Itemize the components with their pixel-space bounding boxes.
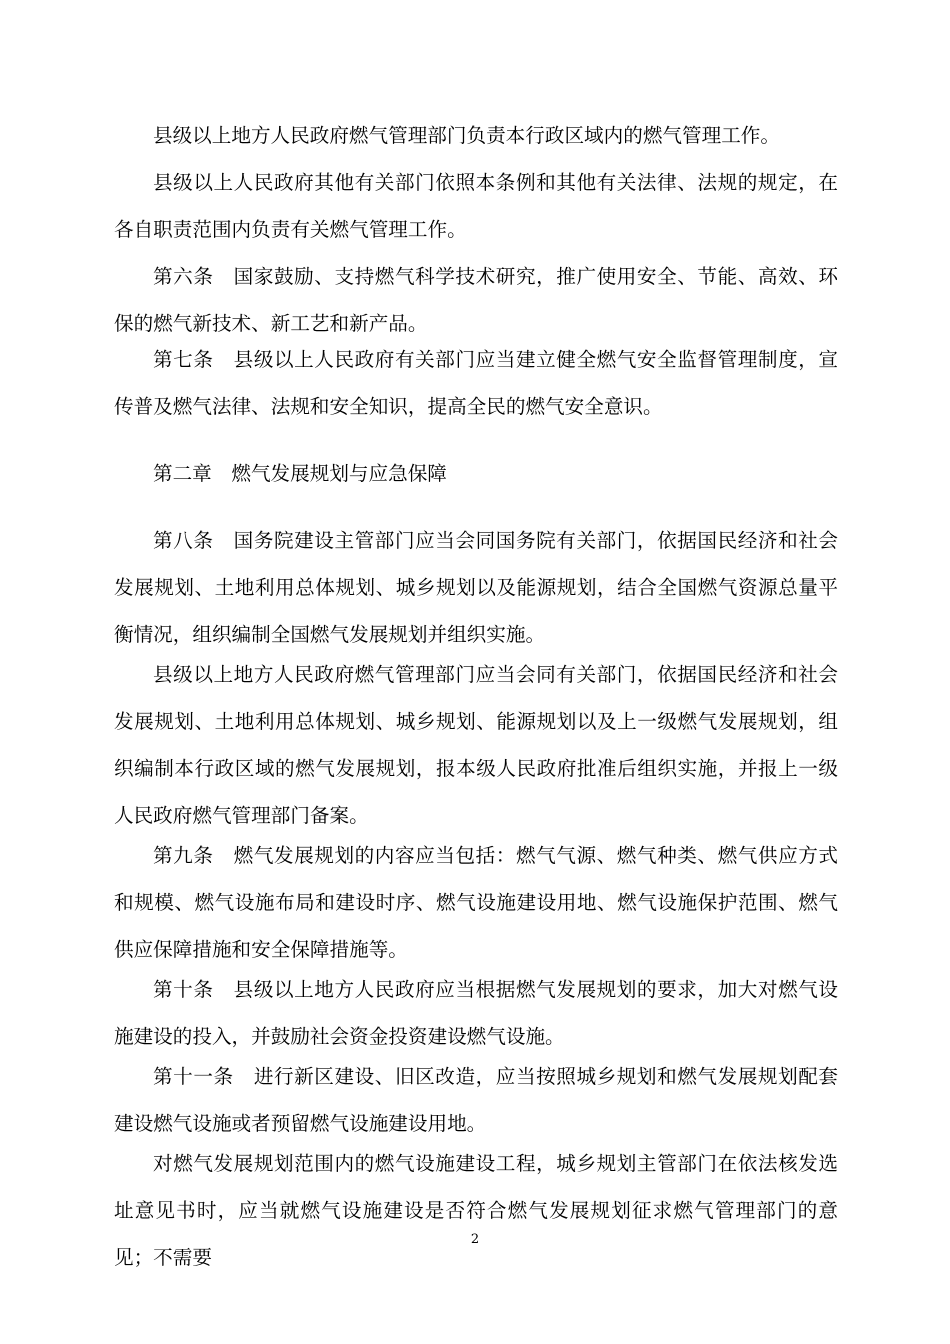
paragraph-local-planning: 县级以上地方人民政府燃气管理部门应当会同有关部门，依据国民经济和社会发展规划、土地利用总体规划、城乡规划、能源规划以及上一级燃气发展规划，组织编制本行政区域的燃气发展规划，报本级人民政府批准后组织实施，并报上一级人民政府燃气管理部门备案。 bbox=[114, 663, 838, 827]
paragraph-site-selection: 对燃气发展规划范围内的燃气设施建设工程，城乡规划主管部门在依法核发选址意见书时，应当就燃气设施建设是否符合燃气发展规划征求燃气管理部门的意见；不需要 bbox=[114, 1152, 838, 1269]
paragraph-article-8: 第八条 国务院建设主管部门应当会同国务院有关部门，依据国民经济和社会发展规划、土地利用总体规划、城乡规划以及能源规划，结合全国燃气资源总量平衡情况，组织编制全国燃气发展规划并组织实施。 bbox=[114, 529, 838, 646]
paragraph-article-10: 第十条 县级以上地方人民政府应当根据燃气发展规划的要求，加大对燃气设施建设的投入，并鼓励社会资金投资建设燃气设施。 bbox=[114, 978, 838, 1048]
paragraph-gas-management-local: 县级以上地方人民政府燃气管理部门负责本行政区域内的燃气管理工作。 bbox=[153, 124, 780, 147]
page-number: 2 bbox=[470, 1232, 480, 1247]
paragraph-other-departments: 县级以上人民政府其他有关部门依照本条例和其他有关法律、法规的规定，在各自职责范围内负责有关燃气管理工作。 bbox=[114, 171, 838, 241]
paragraph-article-7: 第七条 县级以上人民政府有关部门应当建立健全燃气安全监督管理制度，宣传普及燃气法律、法规和安全知识，提高全民的燃气安全意识。 bbox=[114, 348, 838, 418]
paragraph-article-6: 第六条 国家鼓励、支持燃气科学技术研究，推广使用安全、节能、高效、环保的燃气新技术、新工艺和新产品。 bbox=[114, 265, 838, 335]
paragraph-article-9: 第九条 燃气发展规划的内容应当包括：燃气气源、燃气种类、燃气供应方式和规模、燃气设施布局和建设时序、燃气设施建设用地、燃气设施保护范围、燃气供应保障措施和安全保障措施等。 bbox=[114, 844, 838, 961]
chapter-2-heading: 第二章 燃气发展规划与应急保障 bbox=[153, 462, 447, 485]
paragraph-article-11: 第十一条 进行新区建设、旧区改造，应当按照城乡规划和燃气发展规划配套建设燃气设施或者预留燃气设施建设用地。 bbox=[114, 1065, 838, 1135]
